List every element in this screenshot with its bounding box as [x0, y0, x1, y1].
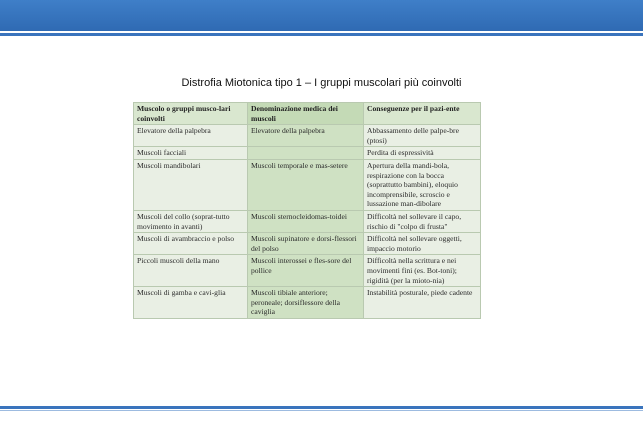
cell-medical-name: [248, 147, 364, 160]
table-row: [134, 210, 481, 232]
cell-medical-name: Muscoli sternocleidomas-toidei: [248, 210, 364, 232]
header-medical-name: Denominazione medica dei muscoli: [248, 103, 364, 125]
cell-consequences: Abbassamento delle palpe-bre (ptosi): [364, 125, 481, 147]
slide-title: Distrofia Miotonica tipo 1 – I gruppi muscolari più coinvolti: [181, 77, 462, 89]
cell-muscle-group: Muscoli del collo (soprat-tutto movimento in avanti): [134, 210, 248, 232]
cell-muscle-group: Muscoli mandibolari: [134, 159, 248, 210]
table-row: [134, 287, 481, 319]
cell-consequences: Difficoltà nel sollevare il capo, rischio di "colpo di frusta": [364, 210, 481, 232]
header-muscle-group: Muscolo o gruppi musco-lari coinvolti: [134, 103, 248, 125]
cell-medical-name: Muscoli tibiale anteriore; peroneale; dorsiflessore della caviglia: [248, 287, 364, 319]
cell-consequences: Apertura della mandi-bola, respirazione con la bocca (soprattutto bambini), eloquio incomprensibile, scroscio e lussazione man-dibolare: [364, 159, 481, 210]
cell-medical-name: Muscoli temporale e mas-setere: [248, 159, 364, 210]
table-row: [134, 125, 481, 147]
cell-consequences: Perdita di espressività: [364, 147, 481, 160]
table-row: [134, 147, 481, 160]
footer-divider: [0, 406, 643, 409]
cell-muscle-group: Muscoli facciali: [134, 147, 248, 160]
table-row: [134, 233, 481, 255]
cell-consequences: Instabilità posturale, piede cadente: [364, 287, 481, 319]
cell-consequences: Difficoltà nella scrittura e nei movimenti fini (es. Bot-toni); rigidità (per la mioto-nia): [364, 255, 481, 287]
cell-medical-name: Muscoli interossei e fles-sore del pollice: [248, 255, 364, 287]
table-header-row: [134, 103, 481, 125]
header-consequences: Conseguenze per il pazi-ente: [364, 103, 481, 125]
cell-medical-name: Elevatore della palpebra: [248, 125, 364, 147]
cell-muscle-group: Muscoli di gamba e cavi-glia: [134, 287, 248, 319]
cell-muscle-group: Muscoli di avambraccio e polso: [134, 233, 248, 255]
table-row: [134, 159, 481, 210]
header-bar: [0, 0, 643, 31]
cell-medical-name: Muscoli supinatore e dorsi-flessori del polso: [248, 233, 364, 255]
table-row: [134, 255, 481, 287]
cell-consequences: Difficoltà nel sollevare oggetti, impaccio motorio: [364, 233, 481, 255]
footer-divider-thin: [0, 410, 643, 411]
header-divider: [0, 33, 643, 36]
muscle-table: [133, 102, 481, 319]
cell-muscle-group: Piccoli muscoli della mano: [134, 255, 248, 287]
cell-muscle-group: Elevatore della palpebra: [134, 125, 248, 147]
